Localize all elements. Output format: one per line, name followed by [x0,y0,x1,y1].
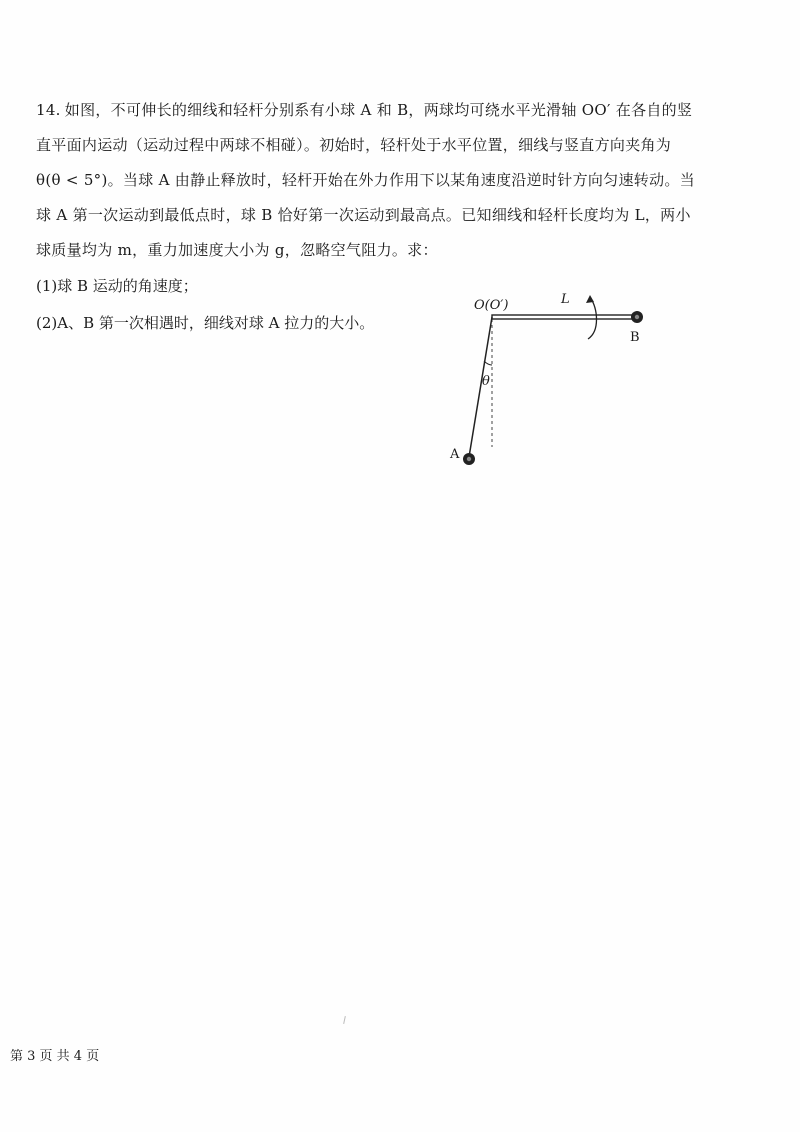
stray-pen-mark [343,1016,346,1024]
sub-question-1: (1)球 B 运动的角速度； [36,277,198,295]
problem-line-1 [36,100,692,120]
problem-line-4: 球 A 第一次运动到最低点时，球 B 恰好第一次运动到最高点。已知细线和轻杆长度均为 L，两小 [36,206,691,224]
page-footer: 第 3 页 共 4 页 [10,1049,100,1064]
problem-line-5: 球质量均为 m，重力加速度大小为 g，忽略空气阻力。求： [36,241,438,259]
problem-line-2: 直平面内运动（运动过程中两球不相碰）。初始时，轻杆处于水平位置，细线与竖直方向夹角为 [36,136,672,154]
arrowhead-icon [586,295,594,303]
ball-b-label: B [630,330,640,345]
length-label: L [561,292,570,307]
light-rod [492,315,634,319]
problem-text-1: 如图，不可伸长的细线和轻杆分别系有小球 A 和 B，两球均可绕水平光滑轴 OO′ 在各自的竖 [64,101,693,119]
angle-label: θ [482,374,490,389]
sub-question-2: (2)A、B 第一次相遇时，细线对球 A 拉力的大小。 [36,314,375,332]
ball-a-label: A [450,447,460,462]
question-number: 14. [36,101,61,119]
pendulum-rod-diagram [440,285,670,475]
ball-b-highlight [635,315,639,319]
ball-a-highlight [467,457,471,461]
pivot-label: O(O′) [474,298,509,313]
problem-line-3: θ(θ < 5°)。当球 A 由静止释放时，轻杆开始在外力作用下以某角速度沿逆时针方向匀速转动。当 [36,171,695,189]
